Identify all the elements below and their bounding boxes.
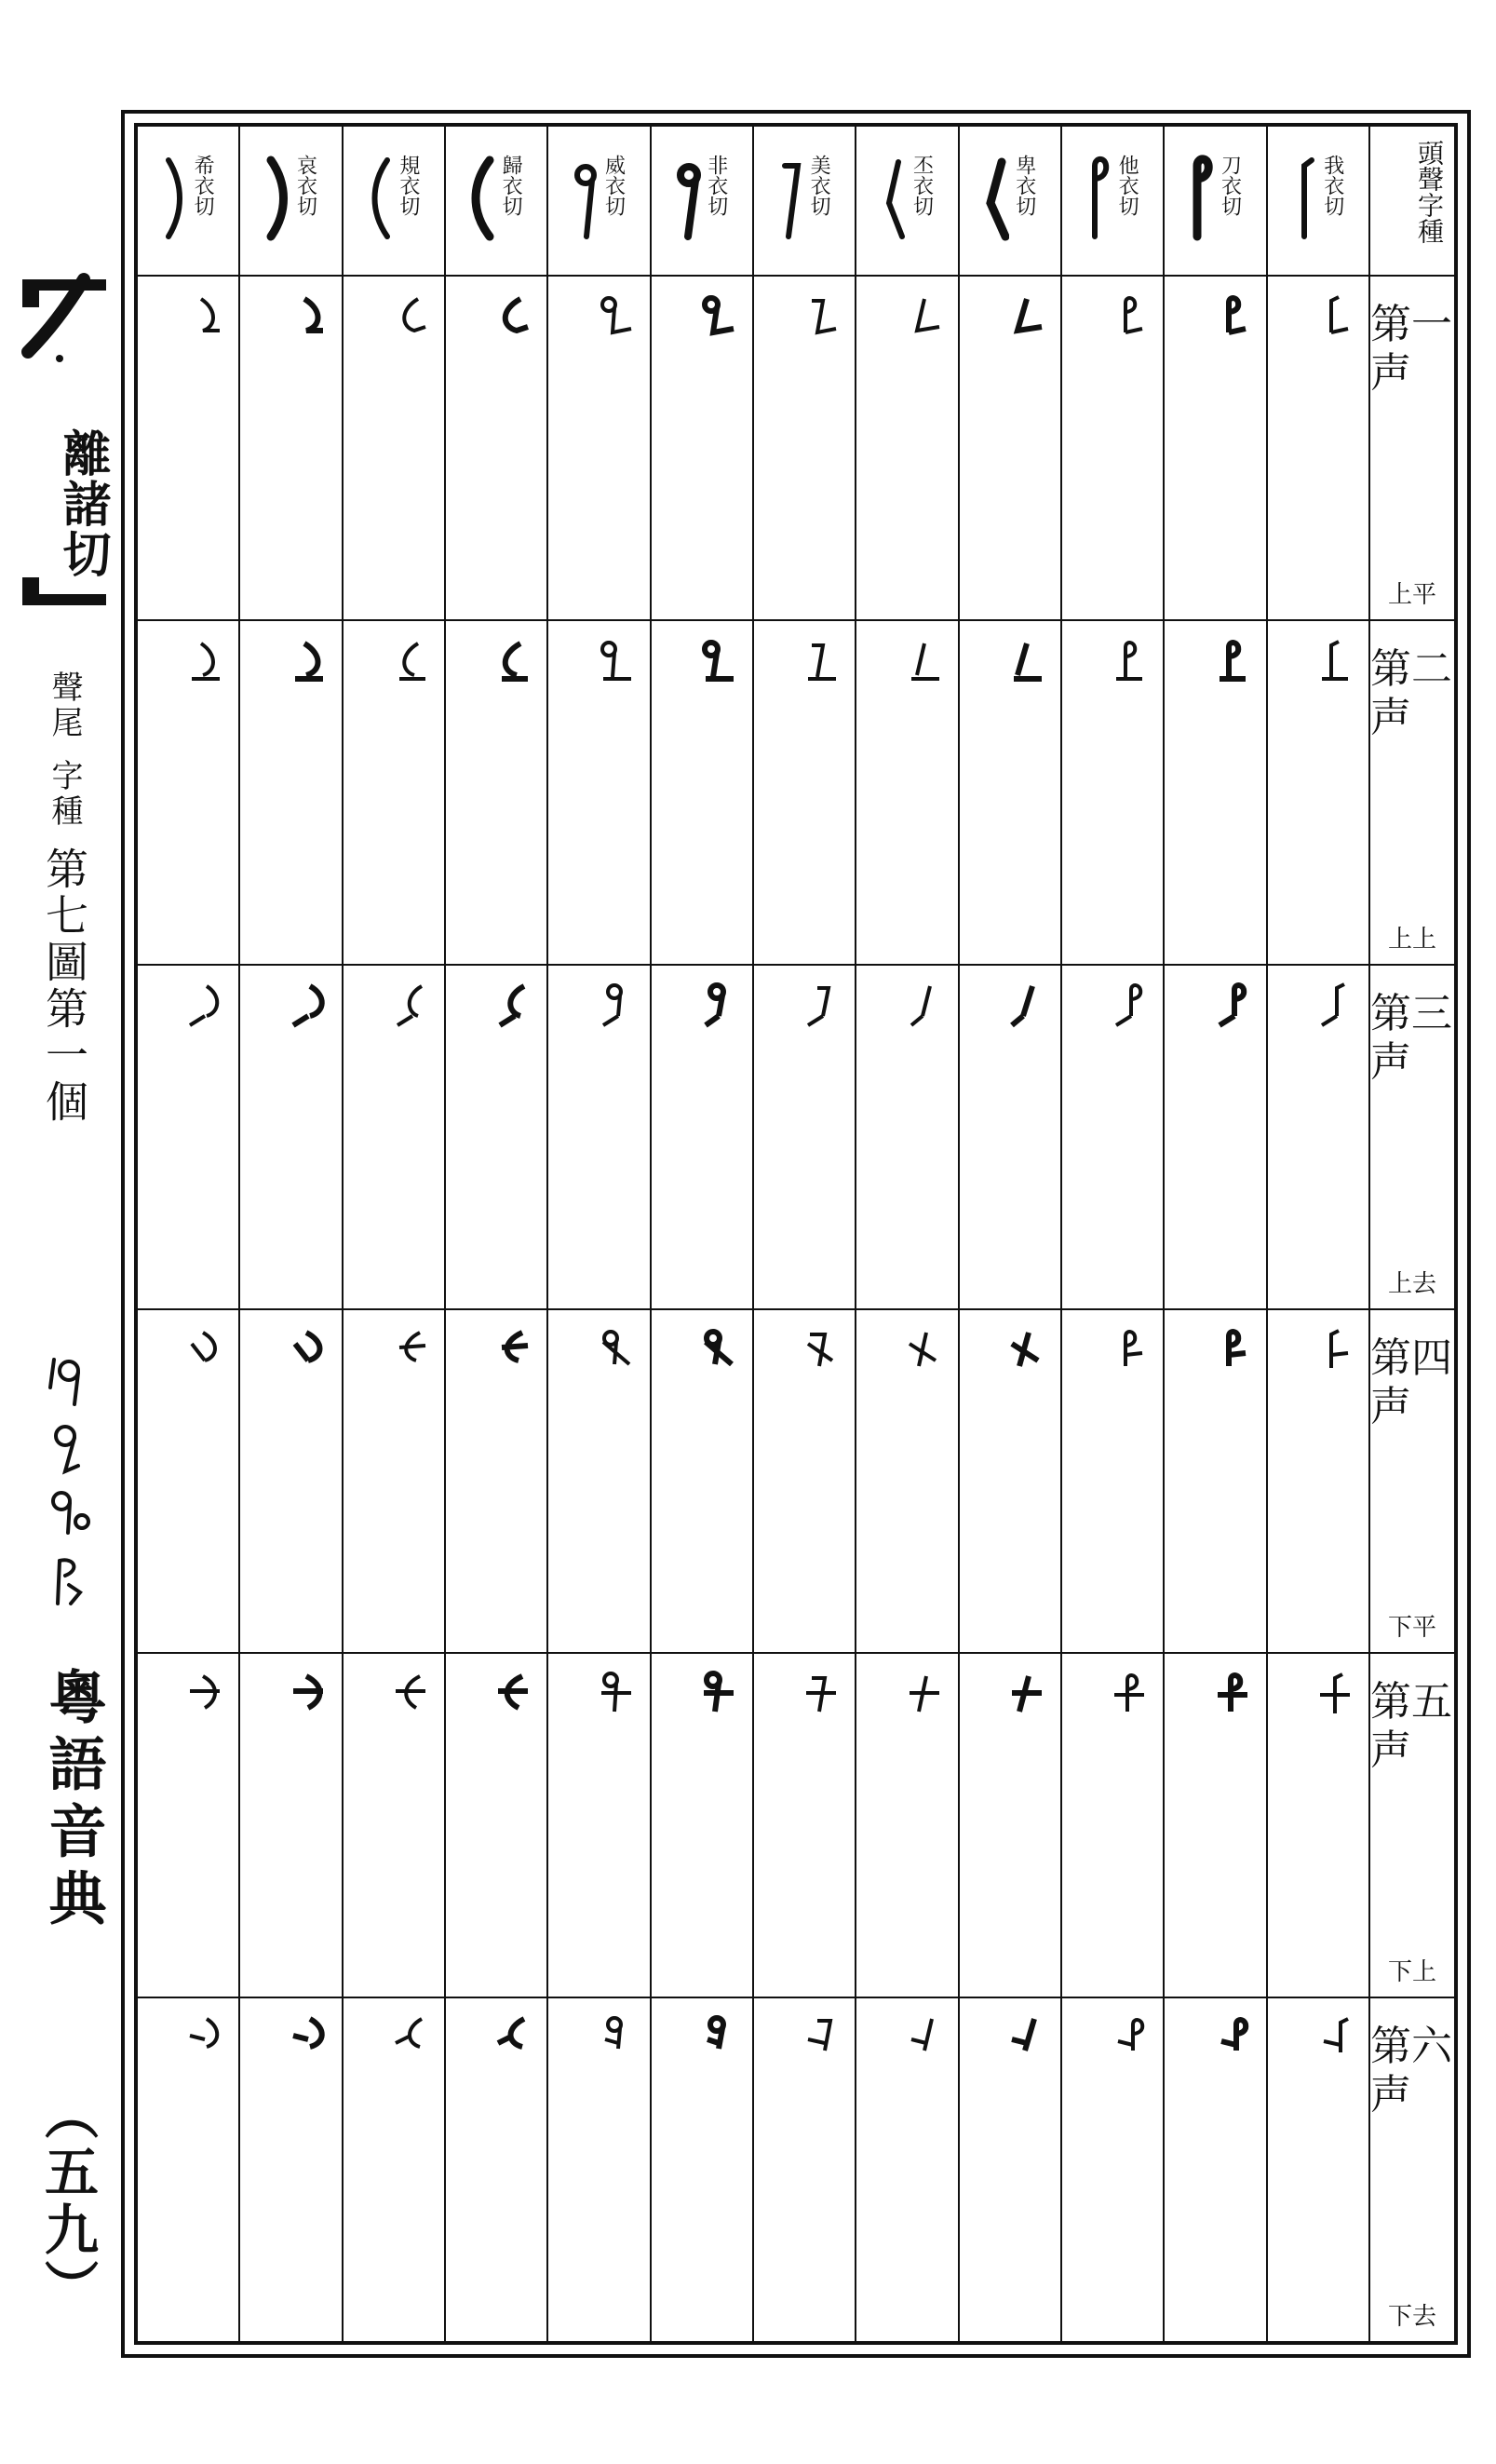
initial-cell — [1061, 126, 1164, 276]
initial-cell — [445, 126, 547, 276]
loop-top-bold-icon — [677, 147, 701, 250]
caption-small-2: 字種 — [46, 758, 83, 830]
grid-cell — [1164, 965, 1266, 1309]
shorthand-mark-icon — [698, 1667, 741, 1723]
initial-cell — [343, 126, 445, 276]
grid-cell — [547, 276, 650, 620]
page-number: （五九） — [35, 2086, 99, 2317]
grid-cell — [959, 276, 1061, 620]
tone-row — [137, 276, 1455, 620]
slash-hook-icon — [882, 147, 906, 250]
shorthand-table-inner — [134, 123, 1458, 2345]
shorthand-mark-icon — [1109, 1323, 1152, 1379]
hook-right-bold-icon — [265, 147, 290, 250]
shorthand-mark-icon — [801, 1667, 843, 1723]
shorthand-mark-icon — [698, 290, 741, 345]
grid-cell — [547, 1309, 650, 1654]
initials-header-row — [137, 126, 1455, 276]
initial-fanqie: 美衣切 — [807, 155, 831, 216]
grid-cell — [1061, 620, 1164, 965]
initial-fanqie: 刀衣切 — [1218, 155, 1242, 216]
shorthand-mark-icon — [1006, 979, 1049, 1035]
bracketed-title — [17, 270, 112, 615]
shorthand-table-frame — [121, 110, 1471, 2358]
initial-fanqie: 我衣切 — [1320, 155, 1344, 216]
grid-cell — [445, 965, 547, 1309]
grid-cell — [753, 276, 856, 620]
grid-cell — [239, 1997, 342, 2342]
tone-row — [137, 1653, 1455, 1997]
tone-sublabel: 下去 — [1387, 2303, 1436, 2331]
figure-caption — [37, 670, 91, 1126]
shorthand-mark-icon — [698, 2011, 741, 2067]
grid-cell — [137, 1309, 239, 1654]
shorthand-mark-icon — [698, 1323, 741, 1379]
shorthand-mark-icon — [801, 979, 843, 1035]
shorthand-mark-icon — [184, 979, 227, 1035]
hook-right-icon — [163, 147, 187, 250]
grid-cell — [1267, 1309, 1369, 1654]
grid-cell — [856, 965, 958, 1309]
tone-sublabel: 下平 — [1387, 1614, 1436, 1643]
grid-cell — [343, 1997, 445, 2342]
grid-cell — [651, 1997, 753, 2342]
tone-label-cell — [1369, 276, 1455, 620]
grid-cell — [547, 1653, 650, 1997]
stroke-symbol-icon — [17, 270, 95, 363]
shorthand-mark-icon — [1314, 634, 1357, 690]
tone-row — [137, 965, 1455, 1309]
grid-cell — [343, 1309, 445, 1654]
shorthand-mark-icon — [1212, 2011, 1255, 2067]
grid-cell — [651, 276, 753, 620]
shorthand-mark-icon — [1006, 634, 1049, 690]
initial-cell — [856, 126, 958, 276]
grid-cell — [1267, 276, 1369, 620]
initial-fanqie: 他衣切 — [1115, 155, 1139, 216]
shorthand-mark-icon — [904, 634, 947, 690]
shorthand-mark-icon — [184, 634, 227, 690]
loop-side-bold-icon — [1190, 147, 1214, 250]
shorthand-mark-icon — [801, 1323, 843, 1379]
shorthand-mark-icon — [492, 290, 535, 345]
shorthand-mark-icon — [390, 1667, 433, 1723]
tone-label-cell — [1369, 1653, 1455, 1997]
grid-cell — [1061, 1653, 1164, 1997]
tone-sublabel: 上平 — [1387, 581, 1436, 610]
shorthand-mark-icon — [184, 1667, 227, 1723]
tone-row — [137, 1309, 1455, 1654]
shorthand-mark-icon — [492, 1667, 535, 1723]
grid-cell — [651, 620, 753, 965]
initial-cell — [1267, 126, 1369, 276]
grid-cell — [753, 620, 856, 965]
grid-cell — [959, 620, 1061, 965]
grid-cell — [856, 620, 958, 965]
grid-cell — [445, 620, 547, 965]
shorthand-mark-icon — [492, 979, 535, 1035]
grid-cell — [1164, 1309, 1266, 1654]
tone-sublabel: 下上 — [1387, 1958, 1436, 1987]
shorthand-mark-icon — [1109, 634, 1152, 690]
grid-cell — [959, 1309, 1061, 1654]
shorthand-mark-icon — [492, 634, 535, 690]
grid-cell — [343, 620, 445, 965]
grid-cell — [137, 965, 239, 1309]
grid-cell — [445, 1997, 547, 2342]
shorthand-mark-icon — [596, 634, 639, 690]
grid-cell — [1164, 1653, 1266, 1997]
shorthand-mark-icon — [698, 979, 741, 1035]
shorthand-mark-icon — [1212, 634, 1255, 690]
corner-label: 頭聲字種 — [1414, 140, 1445, 244]
slash-hook-bold-icon — [985, 147, 1009, 250]
grid-cell — [137, 620, 239, 965]
arc-left-bold-icon — [471, 147, 495, 250]
shorthand-mark-icon — [390, 1323, 433, 1379]
initial-cell — [137, 126, 239, 276]
shorthand-mark-icon — [184, 2011, 227, 2067]
tone-label: 第一声 — [1370, 301, 1452, 398]
grid-cell — [856, 276, 958, 620]
initial-cell — [1164, 126, 1266, 276]
initial-fanqie: 非衣切 — [704, 155, 728, 216]
shorthand-mark-icon — [1212, 979, 1255, 1035]
shorthand-mark-icon — [801, 290, 843, 345]
grid-cell — [753, 965, 856, 1309]
shorthand-mark-icon — [596, 1323, 639, 1379]
grid-cell — [1267, 1997, 1369, 2342]
shorthand-mark-icon — [596, 1667, 639, 1723]
shorthand-mark-icon — [288, 1667, 330, 1723]
arc-left-icon — [369, 147, 393, 250]
shorthand-table — [136, 125, 1456, 2343]
initial-fanqie: 歸衣切 — [499, 155, 523, 216]
shorthand-mark-icon — [596, 290, 639, 345]
shorthand-mark-icon — [1314, 290, 1357, 345]
grid-cell — [856, 1309, 958, 1654]
grid-cell — [547, 1997, 650, 2342]
shorthand-mark-icon — [801, 2011, 843, 2067]
grid-cell — [239, 1309, 342, 1654]
shorthand-mark-icon — [596, 979, 639, 1035]
shorthand-mark-icon — [288, 1323, 330, 1379]
grid-cell — [239, 965, 342, 1309]
initial-fanqie: 威衣切 — [601, 155, 626, 216]
section-title: 離諸切 — [54, 428, 111, 579]
initial-fanqie: 希衣切 — [191, 155, 215, 216]
sample-shorthand-marks — [37, 1350, 102, 1630]
shorthand-mark-icon — [1212, 1323, 1255, 1379]
grid-cell — [137, 1997, 239, 2342]
initial-fanqie: 丕衣切 — [910, 155, 934, 216]
book-title: 粵語音典 — [39, 1667, 107, 1935]
shorthand-mark-icon — [492, 1323, 535, 1379]
grid-cell — [959, 1653, 1061, 1997]
grid-cell — [753, 1997, 856, 2342]
grid-cell — [1061, 1997, 1164, 2342]
loop-side-icon — [1087, 147, 1112, 250]
shorthand-mark-icon — [1109, 1667, 1152, 1723]
grid-cell — [445, 1309, 547, 1654]
shorthand-mark-icon — [390, 290, 433, 345]
tone-label: 第三声 — [1370, 989, 1452, 1086]
shorthand-mark-icon — [288, 634, 330, 690]
shorthand-mark-icon — [492, 2011, 535, 2067]
grid-cell — [137, 1653, 239, 1997]
grid-cell — [651, 965, 753, 1309]
shorthand-mark-icon — [184, 1323, 227, 1379]
grid-cell — [343, 276, 445, 620]
shorthand-mark-icon — [1006, 2011, 1049, 2067]
shorthand-mark-icon — [1109, 290, 1152, 345]
shorthand-mark-icon — [904, 1323, 947, 1379]
grid-cell — [959, 965, 1061, 1309]
grid-cell — [343, 965, 445, 1309]
grid-cell — [753, 1309, 856, 1654]
loop-top-icon — [573, 147, 598, 250]
shorthand-mark-icon — [288, 979, 330, 1035]
grid-cell — [445, 1653, 547, 1997]
shorthand-mark-icon — [390, 634, 433, 690]
shorthand-mark-icon — [1314, 2011, 1357, 2067]
shorthand-mark-icon — [698, 634, 741, 690]
shorthand-mark-icon — [1109, 2011, 1152, 2067]
grid-cell — [856, 1653, 958, 1997]
grid-cell — [1164, 276, 1266, 620]
grid-cell — [856, 1997, 958, 2342]
grid-cell — [651, 1309, 753, 1654]
shorthand-mark-icon — [1314, 1323, 1357, 1379]
initial-fanqie: 哀衣切 — [293, 155, 317, 216]
grid-cell — [547, 620, 650, 965]
tone-label-cell — [1369, 1309, 1455, 1654]
shorthand-mark-icon — [1109, 979, 1152, 1035]
grid-cell — [1061, 965, 1164, 1309]
tone-label: 第四声 — [1370, 1334, 1452, 1430]
grid-cell — [959, 1997, 1061, 2342]
initial-cell — [547, 126, 650, 276]
grid-cell — [651, 1653, 753, 1997]
grid-cell — [1164, 620, 1266, 965]
tone-sublabel: 上去 — [1387, 1269, 1436, 1298]
tone-label-cell — [1369, 1997, 1455, 2342]
shorthand-mark-icon — [801, 634, 843, 690]
grid-cell — [239, 276, 342, 620]
shorthand-mark-icon — [1314, 1667, 1357, 1723]
tone-row — [137, 1997, 1455, 2342]
shorthand-mark-icon — [1006, 1323, 1049, 1379]
shorthand-mark-icon — [904, 979, 947, 1035]
shorthand-mark-icon — [1006, 1667, 1049, 1723]
shorthand-mark-icon — [596, 2011, 639, 2067]
shorthand-mark-icon — [390, 2011, 433, 2067]
grid-cell — [343, 1653, 445, 1997]
shorthand-mark-icon — [390, 979, 433, 1035]
tone-row — [137, 620, 1455, 965]
initial-cell — [959, 126, 1061, 276]
shorthand-mark-icon — [1212, 290, 1255, 345]
grid-cell — [1061, 276, 1164, 620]
shorthand-mark-icon — [184, 290, 227, 345]
shorthand-mark-icon — [1212, 1667, 1255, 1723]
shorthand-mark-icon — [288, 2011, 330, 2067]
caption-small-1: 聲尾 — [46, 670, 83, 741]
shorthand-mark-icon — [904, 2011, 947, 2067]
grid-cell — [1267, 1653, 1369, 1997]
initial-cell — [753, 126, 856, 276]
shorthand-mark-icon — [904, 1667, 947, 1723]
tone-sublabel: 上上 — [1387, 925, 1436, 954]
shorthand-mark-icon — [1006, 290, 1049, 345]
tone-label-cell — [1369, 620, 1455, 965]
initial-cell — [239, 126, 342, 276]
grid-cell — [753, 1653, 856, 1997]
initial-cell — [651, 126, 753, 276]
shorthand-mark-icon — [288, 290, 330, 345]
grid-cell — [1061, 1309, 1164, 1654]
tone-label: 第五声 — [1370, 1678, 1452, 1775]
initial-fanqie: 規衣切 — [396, 155, 420, 216]
grid-cell — [239, 1653, 342, 1997]
grid-cell — [1267, 620, 1369, 965]
tone-label-cell — [1369, 965, 1455, 1309]
shorthand-mark-icon — [904, 290, 947, 345]
grid-cell — [1267, 965, 1369, 1309]
grid-cell — [445, 276, 547, 620]
initial-fanqie: 卑衣切 — [1012, 155, 1036, 216]
grid-cell — [239, 620, 342, 965]
grid-cell — [1164, 1997, 1266, 2342]
vertical-hook-icon — [1293, 147, 1317, 250]
tone-label: 第六声 — [1370, 2023, 1452, 2119]
corner-label-cell — [1369, 126, 1455, 276]
caption-main: 第七圖第一個 — [39, 846, 89, 1127]
grid-cell — [547, 965, 650, 1309]
tone-label: 第二声 — [1370, 645, 1452, 742]
hook-top-icon — [779, 147, 803, 250]
grid-cell — [137, 276, 239, 620]
shorthand-mark-icon — [1314, 979, 1357, 1035]
